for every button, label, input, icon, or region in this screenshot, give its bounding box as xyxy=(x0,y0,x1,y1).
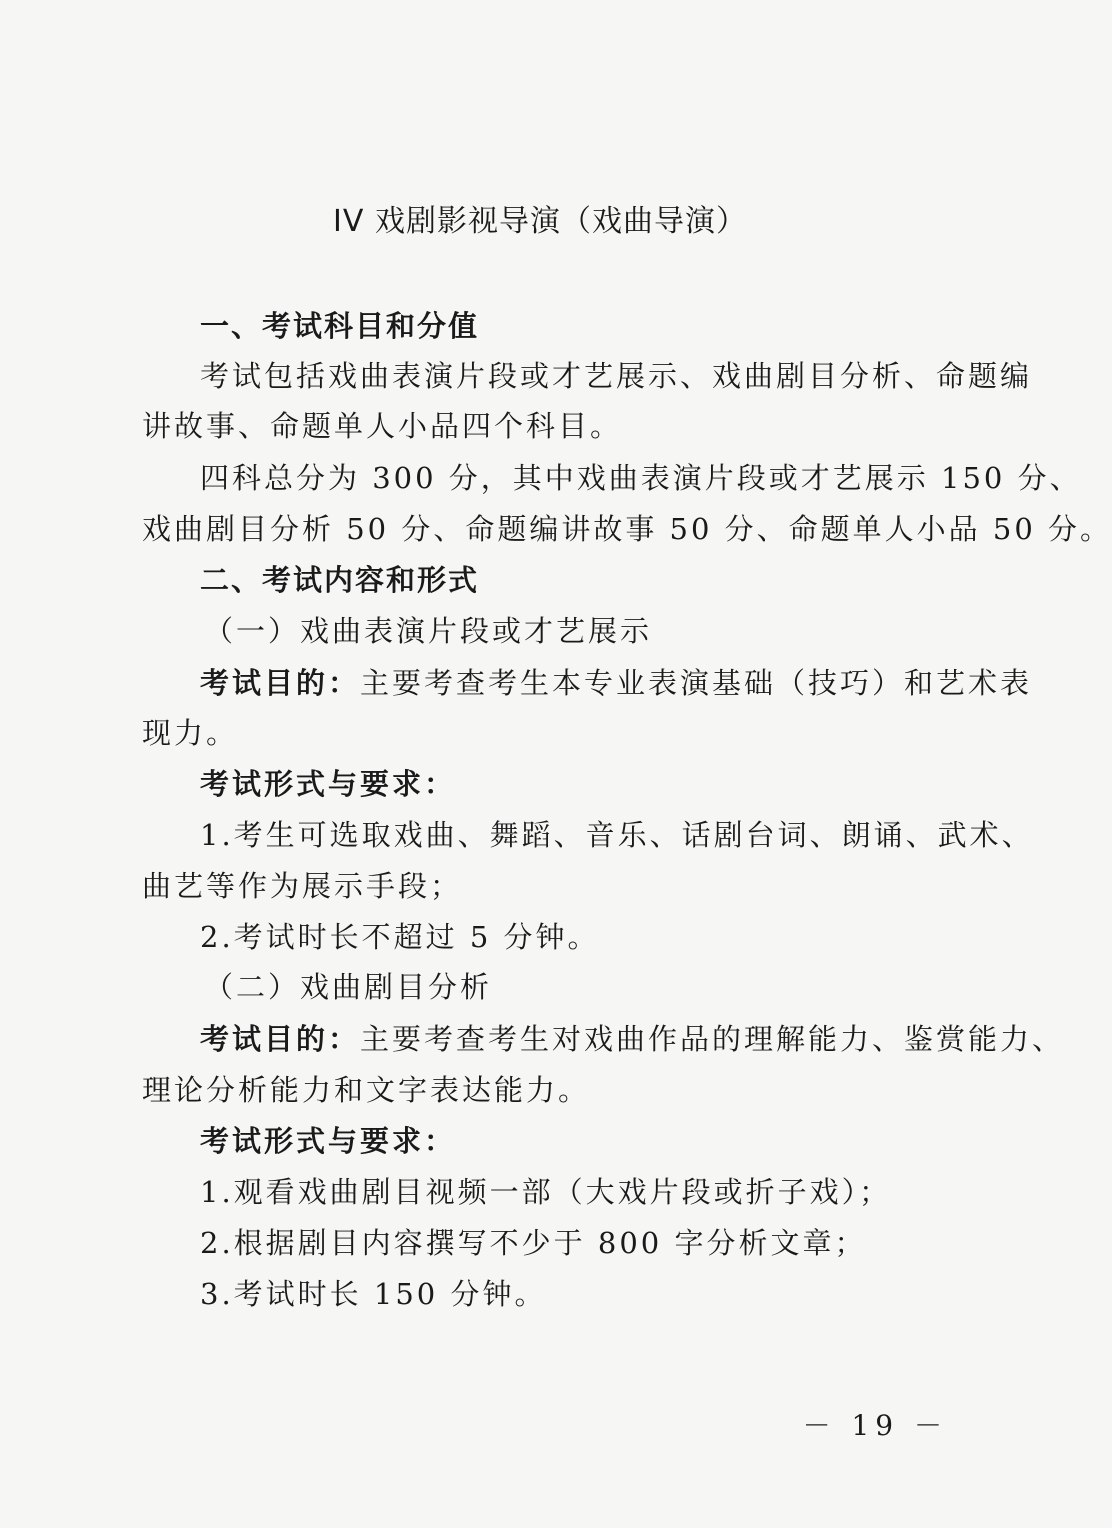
form-requirements-label: 考试形式与要求： xyxy=(200,1124,457,1158)
paragraph-line: 考试包括戏曲表演片段或才艺展示、戏曲剧目分析、命题编 xyxy=(200,359,1033,393)
paragraph-line: 讲故事、命题单人小品四个科目。 xyxy=(142,409,623,443)
paragraph-line: 现力。 xyxy=(142,716,239,750)
purpose-text: 主要考查考生本专业表演基础（技巧）和艺术表 xyxy=(360,666,1033,700)
document-title: IV 戏剧影视导演（戏曲导演） xyxy=(333,204,747,239)
section-heading-subjects: 一、考试科目和分值 xyxy=(200,309,480,343)
paragraph-line: 戏曲剧目分析 50 分、命题编讲故事 50 分、命题单人小品 50 分。 xyxy=(142,512,1112,546)
paragraph-line: 理论分析能力和文字表达能力。 xyxy=(142,1073,591,1107)
list-item-continuation: 曲艺等作为展示手段； xyxy=(142,869,463,903)
subsection-heading: （二）戏曲剧目分析 xyxy=(204,970,493,1004)
list-item: 2.考试时长不超过 5 分钟。 xyxy=(200,920,600,954)
form-requirements-label: 考试形式与要求： xyxy=(200,767,457,801)
page-number: － 19 － xyxy=(802,1409,948,1442)
purpose-label: 考试目的： xyxy=(200,666,361,700)
list-item: 3.考试时长 150 分钟。 xyxy=(200,1277,547,1311)
list-item: 1.考生可选取戏曲、舞蹈、音乐、话剧台词、朗诵、武术、 xyxy=(200,818,1034,852)
list-item: 1.观看戏曲剧目视频一部（大戏片段或折子戏）； xyxy=(200,1175,892,1209)
purpose-text: 主要考查考生对戏曲作品的理解能力、鉴赏能力、 xyxy=(360,1022,1065,1056)
section-heading-content: 二、考试内容和形式 xyxy=(200,563,480,597)
purpose-label: 考试目的： xyxy=(200,1022,361,1056)
list-item: 2.根据剧目内容撰写不少于 800 字分析文章； xyxy=(200,1226,867,1260)
paragraph-line: 四科总分为 300 分，其中戏曲表演片段或才艺展示 150 分、 xyxy=(200,461,1082,495)
subsection-heading: （一）戏曲表演片段或才艺展示 xyxy=(204,614,653,648)
purpose-line xyxy=(142,1017,1065,1061)
purpose-line xyxy=(142,661,1033,705)
